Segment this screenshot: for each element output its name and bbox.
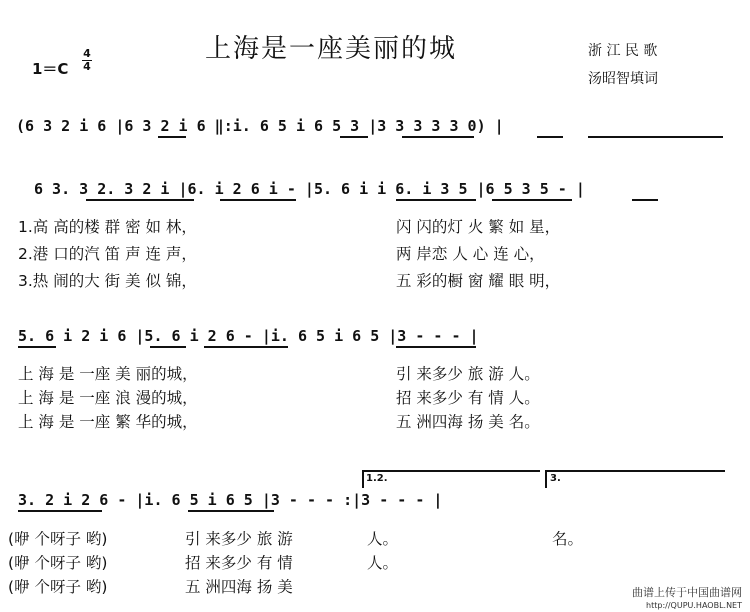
underline — [150, 346, 186, 348]
underline — [537, 136, 563, 138]
lyric-line: 2.港 口的汽 笛 声 连 声， — [18, 245, 197, 263]
watermark-url: http://QUPU.HAOBL.NET — [646, 601, 742, 610]
lyrics-block-1b — [396, 214, 560, 295]
lyric-line: 五 彩的橱 窗 耀 眼 明， — [396, 272, 561, 290]
lyrics-block-1 — [18, 214, 197, 295]
lyric-line: (咿 个呀子 哟) — [8, 554, 108, 572]
lyric-line: 3.热 闹的大 街 美 似 锦， — [18, 272, 197, 290]
lyric-line: 招 来多少 有 情 人。 — [396, 389, 540, 407]
lyricist-credit: 汤昭智填词 — [588, 71, 658, 87]
underline — [18, 346, 56, 348]
underline — [340, 136, 368, 138]
lyric-line: 两 岸恋 人 心 连 心， — [396, 245, 545, 263]
volta-label-first: 1.2. — [366, 473, 388, 484]
underline — [396, 346, 476, 348]
underline — [188, 510, 274, 512]
lyric-line: 上 海 是 一座 浪 漫的城， — [18, 389, 198, 407]
lyric-line: 五 洲四海 扬 美 名。 — [396, 413, 540, 431]
underline — [86, 199, 194, 201]
underline — [220, 199, 296, 201]
lyrics-block-3b — [185, 527, 293, 599]
song-title: 上海是一座美丽的城 — [205, 34, 458, 64]
volta-bracket-edge — [545, 470, 547, 488]
time-signature-bottom: 4 — [83, 60, 91, 73]
lyric-line: 引 来多少 旅 游 人。 — [396, 365, 540, 383]
lyric-line: (咿 个呀子 哟) — [8, 530, 108, 548]
underline — [402, 136, 474, 138]
notation-row-4: 3. 2 i 2 6 - |i. 6 5 i 6 5 |3 - - - :|3 - - - | — [18, 491, 443, 509]
lyric-line: 闪 闪的灯 火 繁 如 星， — [396, 218, 561, 236]
lyrics-block-2b — [396, 362, 540, 434]
lyric-line: 人。 — [367, 530, 399, 548]
notation-row-2: 6 3. 3 2. 3 2 i |6. i 2 6 i - |5. 6 i i 6. i 3 5 |6 5 3 5 - | — [34, 180, 585, 198]
volta-bracket-third — [545, 470, 725, 472]
notation-row-3: 5. 6 i 2 i 6 |5. 6 i 2 6 - |i. 6 5 i 6 5 |3 - - - | — [18, 327, 479, 345]
lyric-line-final: 名。 — [552, 530, 584, 548]
lyrics-block-3c — [367, 527, 398, 575]
underline — [158, 136, 186, 138]
lyric-line: 引 来多少 旅 游 — [185, 530, 293, 548]
volta-label-third: 3. — [550, 473, 561, 484]
watermark-text: 曲谱上传于中国曲谱网 — [632, 586, 742, 599]
underline — [492, 199, 572, 201]
lyric-line: 上 海 是 一座 繁 华的城， — [18, 413, 198, 431]
underline — [396, 199, 476, 201]
underline — [204, 346, 288, 348]
key-signature: 1＝C — [32, 60, 69, 78]
lyric-line: 1.高 高的楼 群 密 如 林， — [18, 218, 197, 236]
time-signature-top: 4 — [83, 47, 91, 60]
time-signature — [82, 48, 92, 73]
volta-bracket-first — [362, 470, 540, 472]
lyric-line: 人。 — [367, 554, 399, 572]
lyrics-block-2 — [18, 362, 198, 434]
lyric-line: 五 洲四海 扬 美 — [185, 578, 293, 596]
origin-credit: 浙 江 民 歌 — [588, 43, 658, 59]
lyric-line: 上 海 是 一座 美 丽的城， — [18, 365, 198, 383]
lyrics-block-3 — [8, 527, 107, 599]
lyric-line: 招 来多少 有 情 — [185, 554, 293, 572]
lyric-line: (咿 个呀子 哟) — [8, 578, 108, 596]
underline — [632, 199, 658, 201]
underline — [18, 510, 102, 512]
notation-row-1: (6 3 2 i 6 |6 3 2 i 6 ‖:i. 6 5 i 6 5 3 |3 3 3 3 3 0) | — [16, 117, 504, 135]
volta-bracket-edge — [362, 470, 364, 488]
underline — [588, 136, 723, 138]
